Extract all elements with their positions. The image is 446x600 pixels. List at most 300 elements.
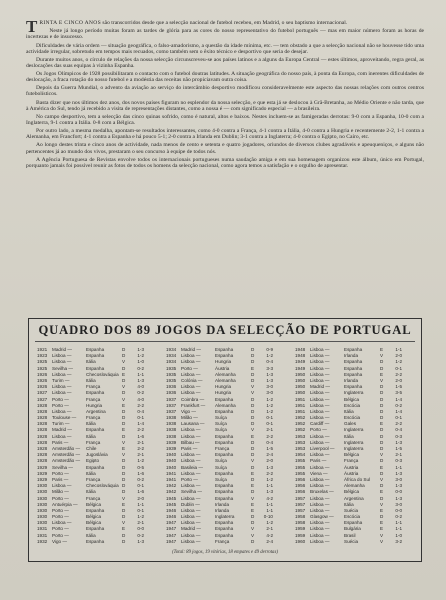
game-score: 1-3 [266,489,273,495]
game-opponent: Espanha [215,489,234,495]
game-score: 0-4 [266,439,273,445]
game-opponent: Espanha [344,359,363,365]
game-year: 1945 [166,495,177,501]
game-opponent: Jugoslávia [86,452,108,458]
intro-paragraph-9: Por outro lado, a mesma medalha, apontam-se resultados interessantes, como 4-0 contra a França, 4-1 contra a Itália, 4-0 contra a Hungria e recentemente 2-2, 1-1 contra a Alemanha, em Francfort; 4-1 contra a Espanha e há pouco 5-1; 2-0 contra a Irlanda em Dublin; 3-1 contra a Inglaterra; 4-0 contra o Egipto, no Cairo, etc. [26,128,424,141]
game-result: D [251,520,255,526]
game-result: V [380,377,384,383]
intro-paragraph-5: Os Jogos Olímpicos de 1928 possibilitaram o contacto com o futebol doutras latitudes. A situação geográfica do nosso país, à ponta da Europa, com inerentes dificuldades de deslocação, a fraca rotação do nosso futebol e a modéstia das receitas não propiciavam outra coisa. [26,71,424,84]
game-result: D [122,514,126,520]
table-column-1 [37,347,163,545]
game-year: 1930 [37,507,48,513]
game-score: 1-2 [266,408,273,414]
game-year: 1940 [166,458,177,464]
game-venue: Madrid — [310,384,330,390]
game-year: 1948 [295,353,306,359]
game-year: 1947 [166,526,177,532]
game-venue: Liverpool — [310,446,335,451]
game-result: D [122,532,126,538]
intro-caps: RINTA E CINCO ANOS [39,20,102,26]
game-venue: Lisboa — [181,532,201,538]
game-year: 1941 [166,476,177,482]
game-result: V [380,452,384,458]
game-venue: Turim — [52,377,70,383]
game-score: 3-0 [395,501,402,507]
game-score: 1-1 [395,520,402,526]
game-result: E [122,501,126,507]
game-score: 2-2 [395,421,402,427]
intro-text [26,17,424,171]
game-score: 4-0 [137,384,144,390]
game-venue: Lisboa — [310,408,330,414]
game-venue: Paris — [310,458,327,464]
game-venue: Lisboa — [181,520,201,526]
game-score: 1-1 [395,464,402,470]
game-opponent: Espanha [86,538,105,544]
game-score: 3-5 [395,390,402,396]
game-result: D [251,514,255,520]
game-score: 1-2 [137,514,144,520]
game-score: 1-3 [266,377,273,383]
game-row [295,539,421,545]
game-venue: Lisboa — [52,483,72,489]
game-year: 1926 [37,371,48,377]
game-opponent: Espanha [344,520,363,526]
game-result: D [380,365,384,371]
game-year: 1950 [295,377,306,383]
game-result: D [251,452,255,458]
title-divider [35,341,415,342]
game-result: D [251,446,255,451]
game-result: D [122,464,126,470]
game-year: 1928 [37,439,48,445]
game-venue: Porto — [181,365,198,371]
game-venue: Lisboa — [310,532,330,538]
game-opponent: Irlanda [215,507,230,513]
dropcap: T [26,17,38,36]
game-year: 1958 [295,520,306,526]
game-year: 1928 [37,427,48,433]
game-result: D [122,483,126,489]
game-opponent: Irlanda [344,377,359,383]
game-score: 4-2 [266,495,273,501]
game-opponent: Espanha [215,526,234,532]
game-venue: Bilbau — [181,439,200,445]
game-venue: Bruxelas — [310,489,334,495]
game-score: 3-0 [266,384,273,390]
game-venue: Cardiff — [310,421,330,427]
game-year: 1937 [166,408,177,414]
game-year: 1940 [166,464,177,470]
game-result: V [122,384,126,390]
game-year: 1947 [166,532,177,538]
game-score: 2-2 [266,470,273,476]
game-opponent: França [86,439,101,445]
game-opponent: Itália [86,377,96,383]
game-year: 1932 [37,538,48,544]
game-opponent: África do Sul [344,476,371,482]
game-venue: Frankfurt — [181,402,206,408]
game-year: 1939 [166,446,177,451]
intro-paragraph-8: No campo desportivo, tem a selecção das cinco quinas sofrido, como é natural, altos e baixos. Nestes incluem-se as famigeradas derrotas: 9-0 com a Espanha, 10-0 com a Inglaterra, 9-1 contra a Itália. 0-8 com a Bélgica. [26,113,424,126]
game-year: 1938 [166,427,177,433]
game-venue: Lisboa — [52,408,72,414]
game-opponent: França [215,446,230,451]
game-result: V [122,520,126,526]
game-opponent: Escócia [344,402,361,408]
game-result: D [380,470,384,476]
game-venue: Lisboa — [181,483,201,489]
game-score: 1-1 [395,526,402,532]
game-opponent: Hungria [215,359,232,365]
game-venue: Madrid — [181,347,201,352]
game-year: 1929 [37,476,48,482]
game-row [166,539,292,545]
game-score: 1-0 [137,359,144,365]
game-year: 1940 [166,452,177,458]
game-year: 1951 [295,408,306,414]
game-result: E [251,483,255,489]
table-column-3 [295,347,421,545]
game-venue: Dublin — [181,501,200,507]
game-year: 1938 [166,421,177,427]
game-opponent: Gales [344,421,357,427]
game-venue: Lisboa — [310,538,330,544]
game-result: V [251,532,255,538]
game-result: D [380,439,384,445]
game-score: 2-1 [395,452,402,458]
game-result: D [380,390,384,396]
game-score: 0-1 [137,483,144,489]
game-result: E [380,347,384,352]
game-score: 1-5 [395,384,402,390]
game-score: 0-2 [137,532,144,538]
game-score: 3-0 [395,476,402,482]
game-opponent: França [86,476,101,482]
game-result: D [380,384,384,390]
game-result: D [380,495,384,501]
game-opponent: Espanha [215,452,234,458]
game-opponent: Espanha [215,495,234,501]
game-year: 1931 [37,526,48,532]
game-score: 2-2 [266,433,273,439]
game-result: D [251,402,255,408]
game-venue: Paris — [181,446,198,451]
game-venue: Madrid — [52,347,72,352]
game-venue: Lisboa — [310,526,330,532]
game-score: 1-3 [137,347,144,352]
game-opponent: Itália [344,433,354,439]
game-score: 1-1 [395,347,402,352]
game-result: D [122,365,126,371]
game-score: 1-4 [137,421,144,427]
game-result: D [251,359,255,365]
game-result: V [122,452,126,458]
game-score: 1-0 [395,532,402,538]
game-opponent: Inglaterra [344,390,364,396]
game-venue: Colónia — [181,377,203,383]
game-year: 1934 [166,347,177,352]
game-year: 1936 [166,390,177,396]
game-venue: Lisboa — [310,390,330,396]
game-year: 1930 [37,520,48,526]
game-venue: Madrid — [181,526,201,532]
game-result: D [380,427,384,433]
game-venue: Paris — [52,476,69,482]
game-venue: Antuérpia — [52,501,78,507]
game-venue: Lisboa — [310,439,330,445]
game-result: V [380,501,384,507]
game-venue: Porto — [52,526,69,532]
game-year: 1953 [295,446,306,451]
game-venue: Porto — [52,532,69,538]
game-year: 1928 [37,415,48,421]
game-opponent: Itália [344,408,354,414]
game-venue: Porto — [181,476,198,482]
game-venue: Toulouse — [52,415,77,421]
game-opponent: França [86,495,101,501]
intro-paragraph-7: Basta dizer que nos últimos dez anos, dos novos países figuram no esplendor da nossa selecção, e que esta já se deslocou à Grã-Bretanha, ao Médio Oriente e não tarda, que à América do Sul, tendo já recebido a visita de representações distantes, como a nossa é — com significado especial — a brasileira. [26,99,424,112]
game-score: 1-4 [395,408,402,414]
game-year: 1953 [295,439,306,445]
game-score: 1-3 [395,470,402,476]
game-result: E [251,433,255,439]
intro-paragraph-6: Depois da Guerra Mundial, o advento da aviação ao serviço do intercâmbio desportivo modificou consideravelmente este aspecto das nossas relações com outros centros futebolísticos. [26,85,424,98]
game-opponent: Espanha [215,408,234,414]
game-result: E [380,421,384,427]
game-opponent: Espanha [215,396,234,402]
game-result: D [380,359,384,365]
game-result: D [122,353,126,359]
game-year: 1939 [166,439,177,445]
intro-paragraph-10: Ao longo destes trinta e cinco anos de actividade, nada menos de cento e setenta e quatro jogadores, oriundos de diversos clubes agradáveis e apeuqueniços, e alguns não pertencentes já ao mundo dos vivos, prestaram o seu concurso à equipe de todos nós. [26,142,424,155]
game-opponent: França [86,396,101,402]
game-score: 1-3 [395,439,402,445]
game-result: E [251,501,255,507]
game-year: 1930 [37,483,48,489]
game-score: 0-2 [137,476,144,482]
game-venue: Turim — [52,421,70,427]
game-result: V [380,538,384,544]
game-venue: Lisboa — [310,359,330,365]
game-score: 2-1 [137,452,144,458]
game-year: 1946 [166,507,177,513]
game-year: 1927 [37,396,48,402]
game-venue: Lisboa — [181,538,201,544]
game-year: 1928 [37,421,48,427]
game-venue: Lisboa — [181,384,201,390]
game-opponent: Itália [86,359,96,365]
game-opponent: Bélgica [86,514,102,520]
game-opponent: Itália [86,421,96,427]
game-opponent: Itália [86,433,96,439]
game-score: 1-1 [266,483,273,489]
intro-paragraph-2: Neste já longo período muitas foram as tardes de glória para as cores do nosso representativo do futebol português — mas em maior número foram as horas de incertezas e de insucesso. [26,28,424,41]
game-score: 1-3 [395,495,402,501]
game-result: E [380,520,384,526]
game-score: 2-4 [266,538,273,544]
game-result: E [380,464,384,470]
game-venue: Porto — [52,396,69,402]
game-score: 0-3 [395,433,402,439]
game-year: 1950 [295,384,306,390]
game-score: 0-10 [263,514,273,520]
game-venue: Milão — [52,489,69,495]
game-year: 1949 [295,359,306,365]
game-opponent: Egipto [86,458,100,464]
game-score: 1-3 [137,538,144,544]
game-year: 1946 [166,514,177,520]
game-opponent: Áustria [344,464,359,470]
game-venue: Vigo — [181,408,196,414]
game-score: 1-3 [137,377,144,383]
game-year: 1930 [37,514,48,520]
game-opponent: Inglaterra [344,446,364,451]
game-opponent: Suíça [215,458,227,464]
game-opponent: Espanha [86,353,105,359]
intro-text-1: são transcorridos desde que a selecção nacional de futebol recebeu, em Madrid, o seu baptismo internacional. [102,20,348,26]
game-score: 3-0 [266,390,273,396]
game-year: 1951 [295,396,306,402]
game-venue: Paris — [52,439,69,445]
game-venue: Lausana — [181,421,205,427]
game-venue: Lisboa — [181,359,201,365]
game-year: 1935 [166,371,177,377]
game-result: E [380,371,384,377]
game-result: D [251,415,255,421]
game-opponent: Espanha [86,390,105,396]
game-year: 1921 [37,347,48,352]
games-table-box [28,318,422,562]
game-result: V [122,439,126,445]
game-score: 0-3 [395,458,402,464]
game-opponent: Hungria [215,390,232,396]
game-year: 1935 [166,377,177,383]
game-score: 0-1 [137,415,144,421]
game-opponent: Espanha [344,347,363,352]
game-year: 1952 [295,427,306,433]
game-year: 1953 [295,433,306,439]
game-result: V [380,353,384,359]
game-opponent: Itália [344,501,354,507]
game-result: V [122,396,126,402]
game-score: 1-1 [266,501,273,507]
game-opponent: Itália [86,470,96,476]
game-year: 1934 [166,359,177,365]
game-year: 1957 [295,495,306,501]
game-score: 1-2 [266,353,273,359]
game-year: 1955 [295,464,306,470]
game-score: 0-4 [137,408,144,414]
game-result: V [122,359,126,365]
game-year: 1942 [166,483,177,489]
game-opponent: Argentina [86,408,106,414]
game-venue: Lisboa — [181,452,201,458]
game-year: 1957 [295,507,306,513]
game-opponent: Alemanha [215,377,236,383]
game-result: E [122,446,126,451]
game-venue: Lisboa — [52,433,72,439]
game-venue: Lisboa — [310,433,330,439]
game-score: 2-4 [266,452,273,458]
game-result: D [380,483,384,489]
game-opponent: Espanha [215,439,234,445]
game-year: 1941 [166,470,177,476]
game-opponent: Bélgica [344,489,360,495]
game-result: D [380,408,384,414]
game-year: 1928 [37,402,48,408]
game-result: V [251,384,255,390]
game-venue: Porto — [310,427,327,433]
game-result: V [251,390,255,396]
game-result: D [122,377,126,383]
game-opponent: Alemanha [215,402,236,408]
game-result: D [251,408,255,414]
game-score: 0-0 [395,489,402,495]
game-score: 0-1 [395,415,402,421]
game-result: E [380,507,384,513]
game-year: 1930 [37,495,48,501]
game-year: 1928 [37,408,48,414]
game-venue: Lisboa — [310,353,330,359]
game-opponent: Suíça [215,421,227,427]
game-score: 0-1 [266,415,273,421]
game-venue: Porto — [52,507,69,513]
game-result: D [380,446,384,451]
game-result: D [380,396,384,402]
game-venue: Lisboa — [52,353,72,359]
game-score: 2-0 [395,353,402,359]
game-score: 1-6 [137,470,144,476]
game-year: 1951 [295,402,306,408]
game-venue: Vigo — [52,538,67,544]
game-score: 1-2 [266,520,273,526]
game-year: 1926 [37,377,48,383]
game-venue: Lisboa — [310,347,330,352]
game-venue: Lisboa — [310,520,330,526]
game-opponent: Suíça [215,476,227,482]
game-venue: Porto — [52,495,69,501]
game-year: 1937 [166,402,177,408]
game-score: 0-2 [137,390,144,396]
game-venue: Lisboa — [181,470,201,476]
game-venue: Lisboa — [181,353,201,359]
game-year: 1954 [295,452,306,458]
game-opponent: França [215,538,230,544]
game-opponent: Espanha [86,365,105,371]
game-score: 0-4 [266,359,273,365]
game-year: 1938 [166,433,177,439]
game-result: V [380,476,384,482]
game-result: D [251,371,255,377]
game-opponent: Checoslováquia [86,483,119,489]
game-opponent: Bélgica [86,520,102,526]
game-venue: Lisboa — [310,396,330,402]
game-opponent: Espanha [215,520,234,526]
game-opponent: Checoslováquia [86,371,119,377]
game-opponent: Bulgária [344,526,361,532]
game-opponent: Espanha [215,353,234,359]
game-score: 2-0 [395,377,402,383]
game-result: E [251,470,255,476]
game-opponent: Espanha [344,371,363,377]
game-score: 4-2 [266,532,273,538]
game-opponent: Espanha [215,470,234,476]
game-venue: Lisboa — [52,359,72,365]
game-score: 2-2 [137,402,144,408]
game-year: 1950 [295,390,306,396]
game-result: D [251,353,255,359]
